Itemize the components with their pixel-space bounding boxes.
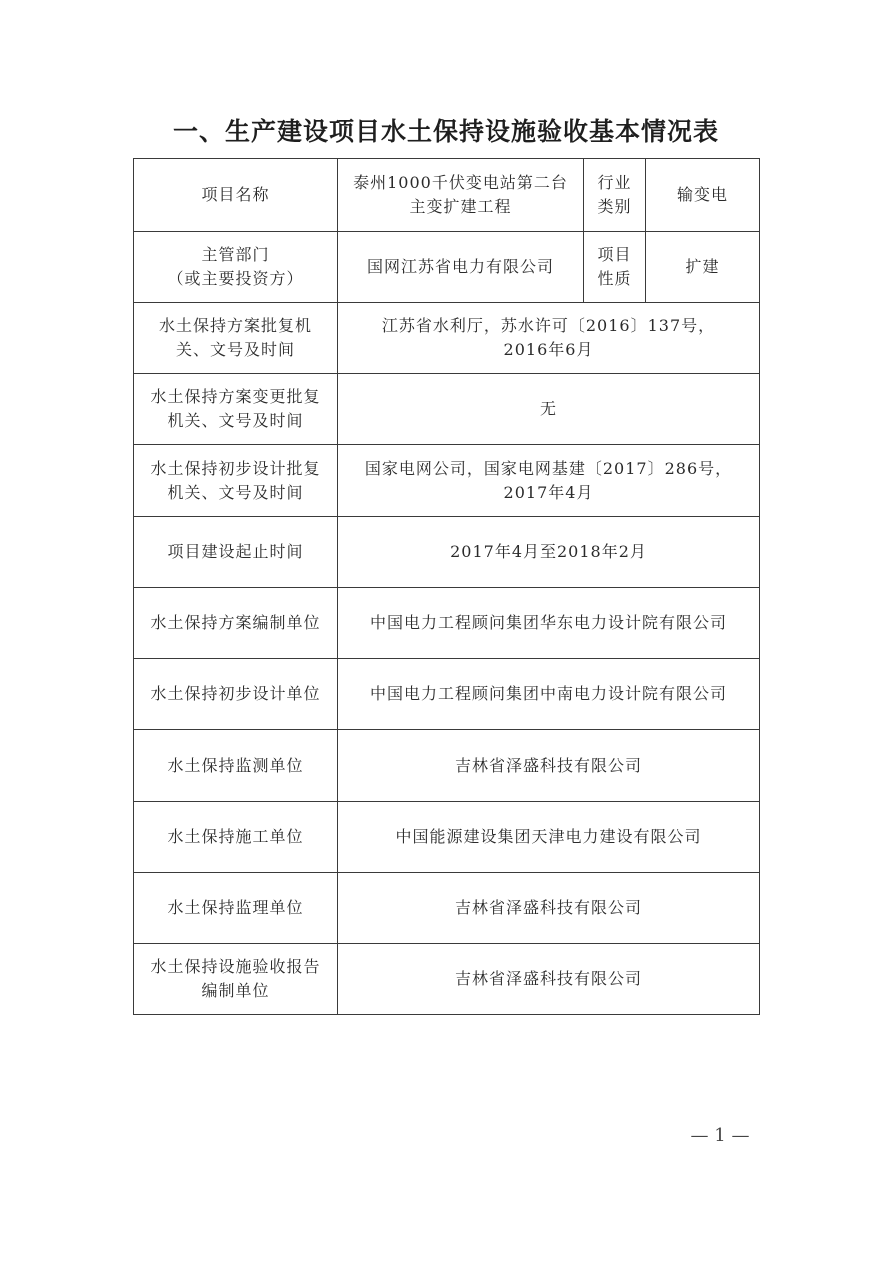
- table-row: [134, 730, 760, 802]
- row-value: 中国电力工程顾问集团华东电力设计院有限公司: [338, 588, 760, 659]
- project-info-table: [133, 158, 760, 1015]
- row-value: 中国电力工程顾问集团中南电力设计院有限公司: [338, 659, 760, 730]
- row-value: 无: [338, 374, 760, 445]
- table-row: [134, 517, 760, 588]
- table-row: [134, 873, 760, 944]
- table-row: [134, 374, 760, 445]
- table-row: [134, 445, 760, 517]
- industry-value: 输变电: [646, 159, 760, 232]
- row-value: 国家电网公司，国家电网基建〔2017〕286号， 2017年4月: [338, 445, 760, 517]
- document-title: 一、生产建设项目水土保持设施验收基本情况表: [172, 117, 719, 146]
- row-value: 江苏省水利厅，苏水许可〔2016〕137号， 2016年6月: [338, 303, 760, 374]
- row-label: 水土保持施工单位: [134, 802, 338, 873]
- table-row: [134, 588, 760, 659]
- row-value: 吉林省泽盛科技有限公司: [338, 873, 760, 944]
- row-value: 2017年4月至2018年2月: [338, 517, 760, 588]
- table-row: [134, 159, 760, 232]
- row-label: 水土保持方案编制单位: [134, 588, 338, 659]
- nature-value: 扩建: [646, 232, 760, 303]
- row-label: 水土保持初步设计批复 机关、文号及时间: [134, 445, 338, 517]
- authority-label: 主管部门 （或主要投资方）: [134, 232, 338, 303]
- project-name-value: 泰州1000千伏变电站第二台 主变扩建工程: [338, 159, 584, 232]
- row-label: 水土保持初步设计单位: [134, 659, 338, 730]
- table-row: [134, 802, 760, 873]
- authority-value: 国网江苏省电力有限公司: [338, 232, 584, 303]
- row-value: 吉林省泽盛科技有限公司: [338, 944, 760, 1015]
- nature-label: 项目 性质: [584, 232, 646, 303]
- row-value: 中国能源建设集团天津电力建设有限公司: [338, 802, 760, 873]
- table-row: [134, 944, 760, 1015]
- row-label: 项目建设起止时间: [134, 517, 338, 588]
- row-label: 水土保持监理单位: [134, 873, 338, 944]
- row-label: 水土保持监测单位: [134, 730, 338, 802]
- row-label: 水土保持方案变更批复 机关、文号及时间: [134, 374, 338, 445]
- page-number: — 1 —: [690, 1125, 750, 1146]
- table-row: [134, 659, 760, 730]
- project-name-label: 项目名称: [134, 159, 338, 232]
- row-label: 水土保持设施验收报告 编制单位: [134, 944, 338, 1015]
- table-row: [134, 303, 760, 374]
- row-value: 吉林省泽盛科技有限公司: [338, 730, 760, 802]
- table-row: [134, 232, 760, 303]
- industry-label: 行业 类别: [584, 159, 646, 232]
- row-label: 水土保持方案批复机 关、文号及时间: [134, 303, 338, 374]
